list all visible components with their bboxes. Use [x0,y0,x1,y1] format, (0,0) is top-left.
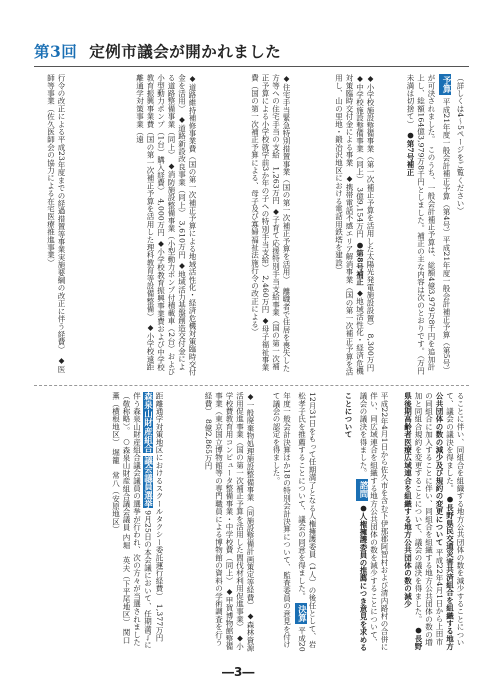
session-number: 第3回 [34,42,78,61]
top-col-4: ◆住宅手当緊急特別措置事業（国の第一次補正予算を活用） 離職者で住居を喪失した方等への住宅手当の支給 1,263万円 ◆子育て応援特別手当支給事業（国の第一次補正予算による小学校就学前3か年の子への特別手当支給） 2,460万円 ◆母子福祉事業費（国の第一次補正予算による、母子及び寡婦福祉法施行令の改正による） [250,74,291,373]
council-heading-1: 森泉山財産組合 [142,392,153,453]
top-col-5: ◆道路維持補修事業費（国の第一次補正予算による地域活性化・経済危機対策臨時交付金を活用） ◆道路新設改良事業（同上） 3,610万円 ◆地域活力基盤創造交付金による道路整備事業（同上） ◆消防施設整備事業（小型動力ポンプ付積載車（2台）および小型動力ポンプ（1台）購入経費） 4,000万円 ◆小学校教育振興事業費および中学校教育振興事業費（国の第一次補正予算を活用した理科教育等設備整備） ◆小学校遠距離通学対策事業（遠 [135,74,197,376]
yosan-heading: 予算 [441,76,451,94]
yosan-section: 予算 平成21年度一般会計補正予算（第4号）平成21年度一般会計補正予算（第5号）が可決されました。 このうち、一般会計補正予算は、総額4億3,979万8千円を追加計上し、総額164億3,979万8千円としました。補正の主な内容は次のとおりです。（万円未満は切捨て） ●第7号補正 [406,74,451,375]
council-section: 距離通学対策地区におけるスクールタクシー委託運行経費） 1,377万円 森泉山財産組合 議会議員選挙 9月25日の本会議において、任期満了に伴う森泉山財産組合議会議員の選挙が行われ、次の方々が当選されました（敬称略）。 ○森泉山財産組合議会議員 内堀 英夫（下平尾地区） 関口 薫（横根地区） 堀籠 常八（安原地区） [111,392,164,652]
bottom-col-3: 12月31日をもって任期満了となる人権擁護委員（1人）の後任として、岩松孝子氏を推薦することについて、議会の同意を得ました。 決算 平成20年度一般会計決算ほか18の特別会計決算について、監査委員の意見を付けて議会の認定を得ました。 [272,392,317,652]
right-top-col-2: ◆一般廃棄物処理施設整備事業（同施設整備計画策定等経費） ◆森林資源活用促進事業（国の第一次補正予算を活用した間伐材利用促進事業） ◆小学校費教育用コンピュータ整備事業・中学校費（同上） ◆甲賀博物館整備事業（東京国立博物館等の専門職員による博物館の資料の学術調査を行う経費） 8億2,865万円 [204,392,255,652]
right-top-col: 行令の改正による平成23年度までの経過措置等事業実施要綱の改正に伴う経費） ◆医師等事業（佐久医師会の協力による在宅医療推進事業） [46,74,66,373]
section-divider [34,385,469,386]
shimon-heading: 諮問 [358,481,368,499]
kessan-heading: 決算 [296,604,307,622]
session-title: 定例市議会が開かれました [89,42,282,61]
title-rule [34,66,469,67]
top-col-3: ◆小学校施設整備事業（第一次補正予算を活用した太陽光発電施設設置） 8,300万円 ◆中学校施設整備事業（同上） 3億9,154万円 ●第8号補正 ◆地域活性化・経済危機対策臨時交付金による事業 ◆携帯電話不感エリア解消事業（国の第一次補正予算を活用し、山の里地・鍛冶沢地区における電話用鉄塔を建設） [334,74,375,376]
top-col-1: （詳しくは4～5ページをご覧ください） [456,74,465,215]
page-number: ―3― [222,665,255,679]
bottom-col-1: ることに伴い、同組合を組織する地方公共団体の数を減少することについて、議会の議決を得ました。 ●長野県民交通災害共済組合を組織する地方公共団体の数の減少及び規約の変更について 平成22年4月1日から上田市の同組合に加入することに伴い、同組合を組織する地方公共団体の数の増加と同組合規約を変更することについて、議会の議決を得ました。 ●長野県後期高齢者医療広域連合を組織する地方公共団体の数の減少 [403,392,465,651]
council-heading-2: 議会議員選挙 [142,455,153,508]
bottom-col-2: 平成22年4月1日から佐久市を含む下伊那郡阿智村および清内路村の合併に伴い、同広域連合を組織する地方公共団体の数を減少することについて、議会の議決を得ました。 諮問 ●人権擁護委員の推薦につき意見を求めることについて [344,392,389,652]
page-title [34,40,281,62]
